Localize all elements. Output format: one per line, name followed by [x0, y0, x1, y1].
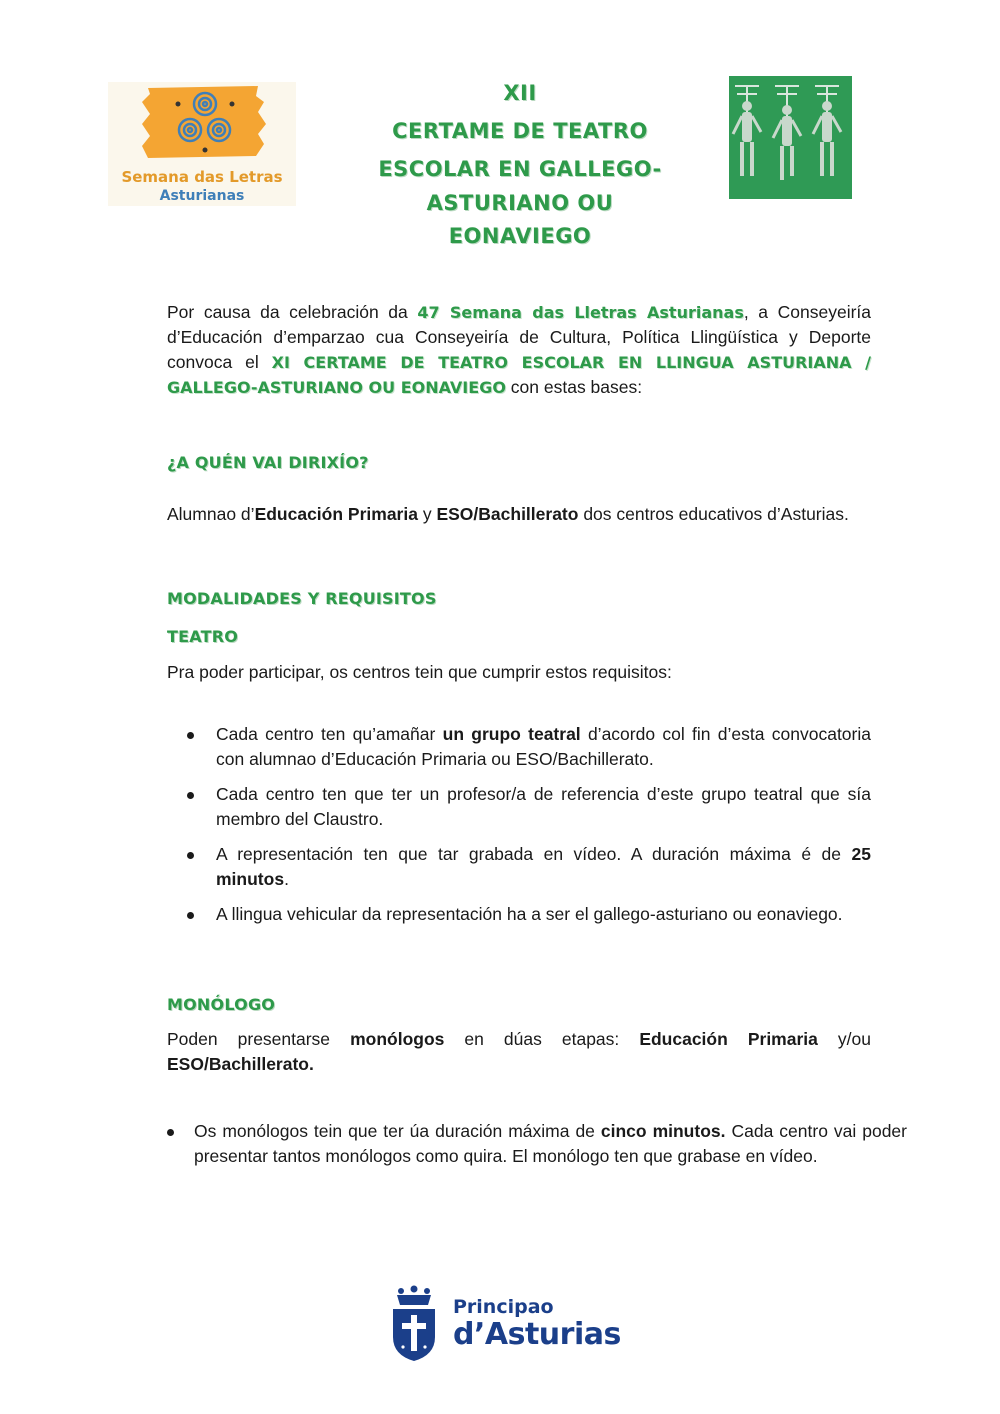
list-item	[167, 902, 871, 927]
item-bold: cinco minutos.	[600, 1121, 726, 1141]
item-text: .	[284, 869, 289, 889]
bullet-icon	[187, 852, 194, 859]
item-text: Cada centro ten qu’amañar	[216, 724, 443, 744]
title-line: ASTURIANO OU	[426, 191, 614, 215]
contest-name: XI CERTAME DE TEATRO ESCOLAR EN LLINGUA ASTURIANA / GALLEGO-ASTURIANO OU EONAVIEGO	[167, 353, 871, 397]
principado-asturias-logo	[391, 1285, 621, 1365]
item-text: Cada centro ten que ter un profesor/a de referencia d’este grupo teatral que sía membro del Claustro.	[216, 784, 871, 829]
footer-line2: d’Asturias	[453, 1317, 621, 1352]
list-item	[167, 722, 871, 772]
audience-text: Alumnao d’	[167, 504, 255, 524]
item-bold: un grupo teatral	[442, 724, 581, 744]
shield-icon	[391, 1285, 437, 1361]
list-item	[167, 842, 871, 892]
intro-text: , a Conseyeiría d’Educación d’emparzao cua Conseyeiría de Cultura, Política Llingüística y Deporte convoca el	[167, 302, 872, 372]
teatro-requirements-list	[167, 722, 871, 937]
monologo-paragraph	[167, 1027, 871, 1077]
logo-text-line1: Semana das Letras	[121, 168, 283, 186]
semana-letras-logo	[108, 82, 296, 206]
item-text: Os monólogos tein que ter úa duración máxima de	[194, 1121, 601, 1141]
title-line: ESCOLAR EN GALLEGO-	[378, 157, 662, 181]
monologo-bold: monólogos	[350, 1029, 445, 1049]
modalidades-heading: MODALIDADES Y REQUISITOS	[167, 589, 437, 608]
title-line: EONAVIEGO	[448, 224, 592, 248]
monologo-text: y/ou	[817, 1029, 871, 1049]
item-text: A representación ten que tar grabada en vídeo. A duración máxima é de	[216, 844, 852, 864]
list-item	[167, 782, 871, 832]
audience-paragraph	[167, 502, 871, 527]
monologo-text: Poden presentarse	[167, 1029, 351, 1049]
audience-text: dos centros educativos d’Asturias.	[578, 504, 849, 524]
audience-bold: ESO/Bachillerato	[436, 504, 579, 524]
footer-line1: Principao	[453, 1296, 554, 1318]
title-line: CERTAME DE TEATRO	[392, 119, 648, 143]
intro-text: con estas bases:	[505, 377, 643, 397]
monologo-text: en dúas etapas:	[444, 1029, 640, 1049]
logo-text-line2: Asturianas	[159, 188, 245, 204]
intro-paragraph	[167, 300, 871, 400]
monologo-requirements-list	[167, 1119, 907, 1179]
teatro-heading: TEATRO	[167, 627, 239, 646]
item-bold: 25 minutos	[216, 844, 871, 889]
bullet-icon	[187, 732, 194, 739]
event-name: 47 Semana das Lletras Asturianas	[417, 303, 744, 322]
intro-text: Por causa da celebración da	[167, 302, 418, 322]
audience-heading: ¿A QUÉN VAI DIRIXÍO?	[167, 453, 369, 472]
audience-text: y	[417, 504, 437, 524]
monologo-bold: ESO/Bachillerato.	[167, 1054, 314, 1074]
puppets-theatre-icon	[729, 76, 852, 199]
item-text: Cada centro vai poder presentar tantos monólogos como quira. El monólogo ten que grabase en vídeo.	[194, 1121, 907, 1166]
audience-bold: Educación Primaria	[254, 504, 418, 524]
bullet-icon	[167, 1129, 174, 1136]
page-title	[320, 74, 720, 254]
bullet-icon	[187, 912, 194, 919]
list-item	[167, 1119, 907, 1169]
bullet-icon	[187, 792, 194, 799]
item-text: A llingua vehicular da representación ha a ser el gallego-asturiano ou eonaviego.	[216, 904, 843, 924]
monologo-heading: MONÓLOGO	[167, 995, 276, 1014]
item-text: d’acordo col fin d’esta convocatoria con alumnao d’Educación Primaria ou ESO/Bachillerato.	[216, 724, 871, 769]
title-line: XII	[503, 81, 537, 105]
monologo-bold: Educación Primaria	[639, 1029, 818, 1049]
teatro-intro: Pra poder participar, os centros tein que cumprir estos requisitos:	[167, 662, 672, 682]
